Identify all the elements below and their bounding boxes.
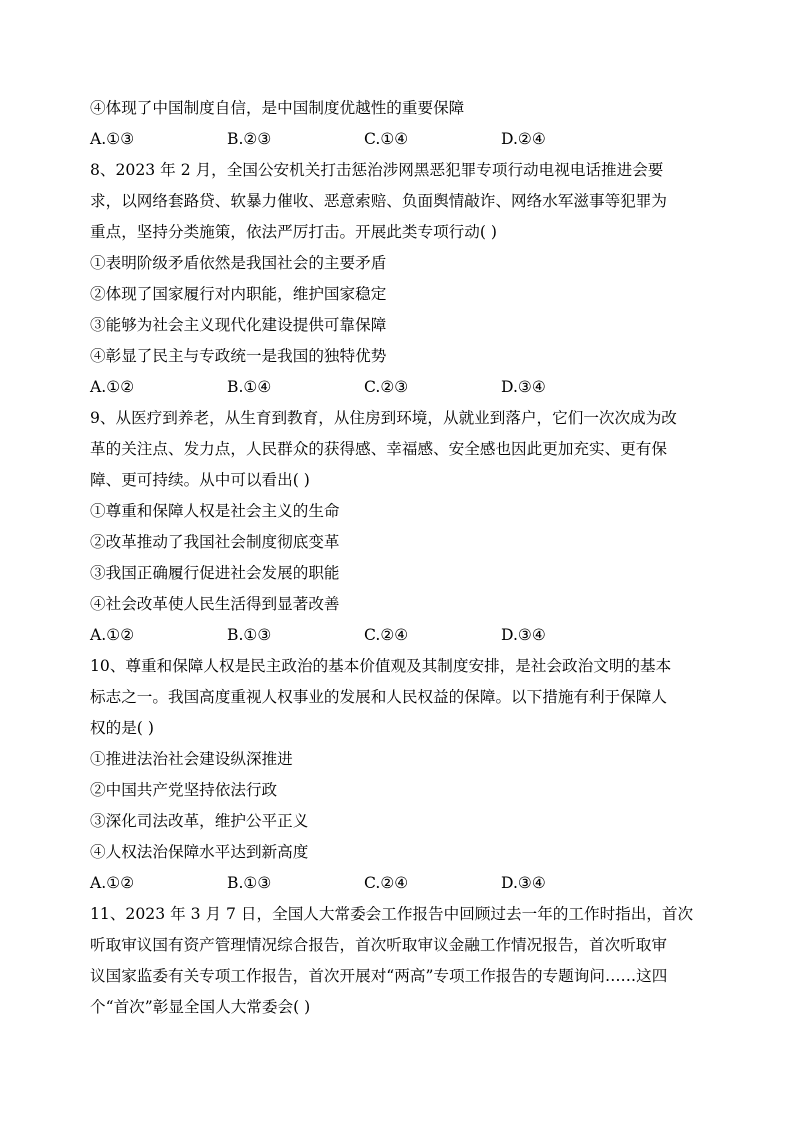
q9-option-b: B.①③ (227, 626, 272, 644)
q10-item-2: ②中国共产党坚持依法行政 (90, 781, 278, 799)
q10-item-1: ①推进法治社会建设纵深推进 (90, 750, 293, 768)
q9-item-2: ②改革推动了我国社会制度彻底变革 (90, 533, 340, 551)
q10-stem-line-2: 标志之一。我国高度重视人权事业的发展和人民权益的保障。以下措施有利于保障人 (90, 688, 667, 706)
q10-option-c: C.②④ (364, 874, 409, 892)
q8-item-3: ③能够为社会主义现代化建设提供可靠保障 (90, 316, 387, 334)
q9-option-c: C.②④ (364, 626, 409, 644)
question-8 (90, 155, 702, 403)
q10-option-b: B.①③ (227, 874, 272, 892)
q9-option-a: A.①② (90, 626, 135, 644)
question-9 (90, 403, 702, 651)
q8-option-a: A.①② (90, 378, 135, 396)
q9-option-d: D.③④ (501, 626, 546, 644)
q10-stem-line-3: 权的是( ) (90, 719, 154, 737)
q11-stem-line-1: 11、2023 年 3 月 7 日，全国人大常委会工作报告中回顾过去一年的工作时指出，首次 (90, 905, 694, 923)
q10-option-d: D.③④ (501, 874, 546, 892)
q9-item-1: ①尊重和保障人权是社会主义的生命 (90, 502, 340, 520)
question-10 (90, 651, 702, 899)
q8-item-4: ④彰显了民主与专政统一是我国的独特优势 (90, 347, 387, 365)
q8-option-b: B.①④ (227, 378, 272, 396)
q8-option-d: D.③④ (501, 378, 546, 396)
q8-stem-line-1: 8、2023 年 2 月，全国公安机关打击惩治涉网黑恶犯罪专项行动电视电话推进会要 (90, 161, 664, 179)
q7-option-b: B.②③ (227, 130, 272, 148)
q11-stem-line-4: 个“首次”彰显全国人大常委会( ) (90, 998, 311, 1016)
q9-item-3: ③我国正确履行促进社会发展的职能 (90, 564, 340, 582)
q10-stem-line-1: 10、尊重和保障人权是民主政治的基本价值观及其制度安排，是社会政治文明的基本 (90, 657, 672, 675)
q10-item-3: ③深化司法改革，维护公平正义 (90, 812, 309, 830)
q9-stem-line-3: 障、更可持续。从中可以看出( ) (90, 471, 310, 489)
q9-options (90, 620, 702, 651)
q7-option-a: A.①③ (90, 130, 135, 148)
q7-options (90, 124, 702, 155)
q10-options (90, 868, 702, 899)
q10-option-a: A.①② (90, 874, 135, 892)
q9-stem-line-1: 9、从医疗到养老，从生育到教育，从住房到环境，从就业到落户，它们一次次成为改 (90, 409, 677, 427)
page-content (90, 93, 702, 1023)
question-11 (90, 899, 702, 1023)
q9-item-4: ④社会改革使人民生活得到显著改善 (90, 595, 340, 613)
q8-item-2: ②体现了国家履行对内职能，维护国家稳定 (90, 285, 387, 303)
q7-option-d: D.②④ (501, 130, 546, 148)
q11-stem-line-3: 议国家监委有关专项工作报告，首次开展对“两高”专项工作报告的专题询问……这四 (90, 967, 668, 985)
q9-stem-line-2: 革的关注点、发力点，人民群众的获得感、幸福感、安全感也因此更加充实、更有保 (90, 440, 667, 458)
q11-stem-line-2: 听取审议国有资产管理情况综合报告，首次听取审议金融工作情况报告，首次听取审 (90, 936, 667, 954)
q10-item-4: ④人权法治保障水平达到新高度 (90, 843, 309, 861)
q8-stem-line-2: 求，以网络套路贷、软暴力催收、恶意索赔、负面舆情敲诈、网络水军滋事等犯罪为 (90, 192, 667, 210)
q7-item-4: ④体现了中国制度自信，是中国制度优越性的重要保障 (90, 99, 465, 117)
q8-option-c: C.②③ (364, 378, 409, 396)
q8-options (90, 372, 702, 403)
q8-stem-line-3: 重点，坚持分类施策，依法严厉打击。开展此类专项行动( ) (90, 223, 497, 241)
q8-item-1: ①表明阶级矛盾依然是我国社会的主要矛盾 (90, 254, 387, 272)
q7-option-c: C.①④ (364, 130, 409, 148)
